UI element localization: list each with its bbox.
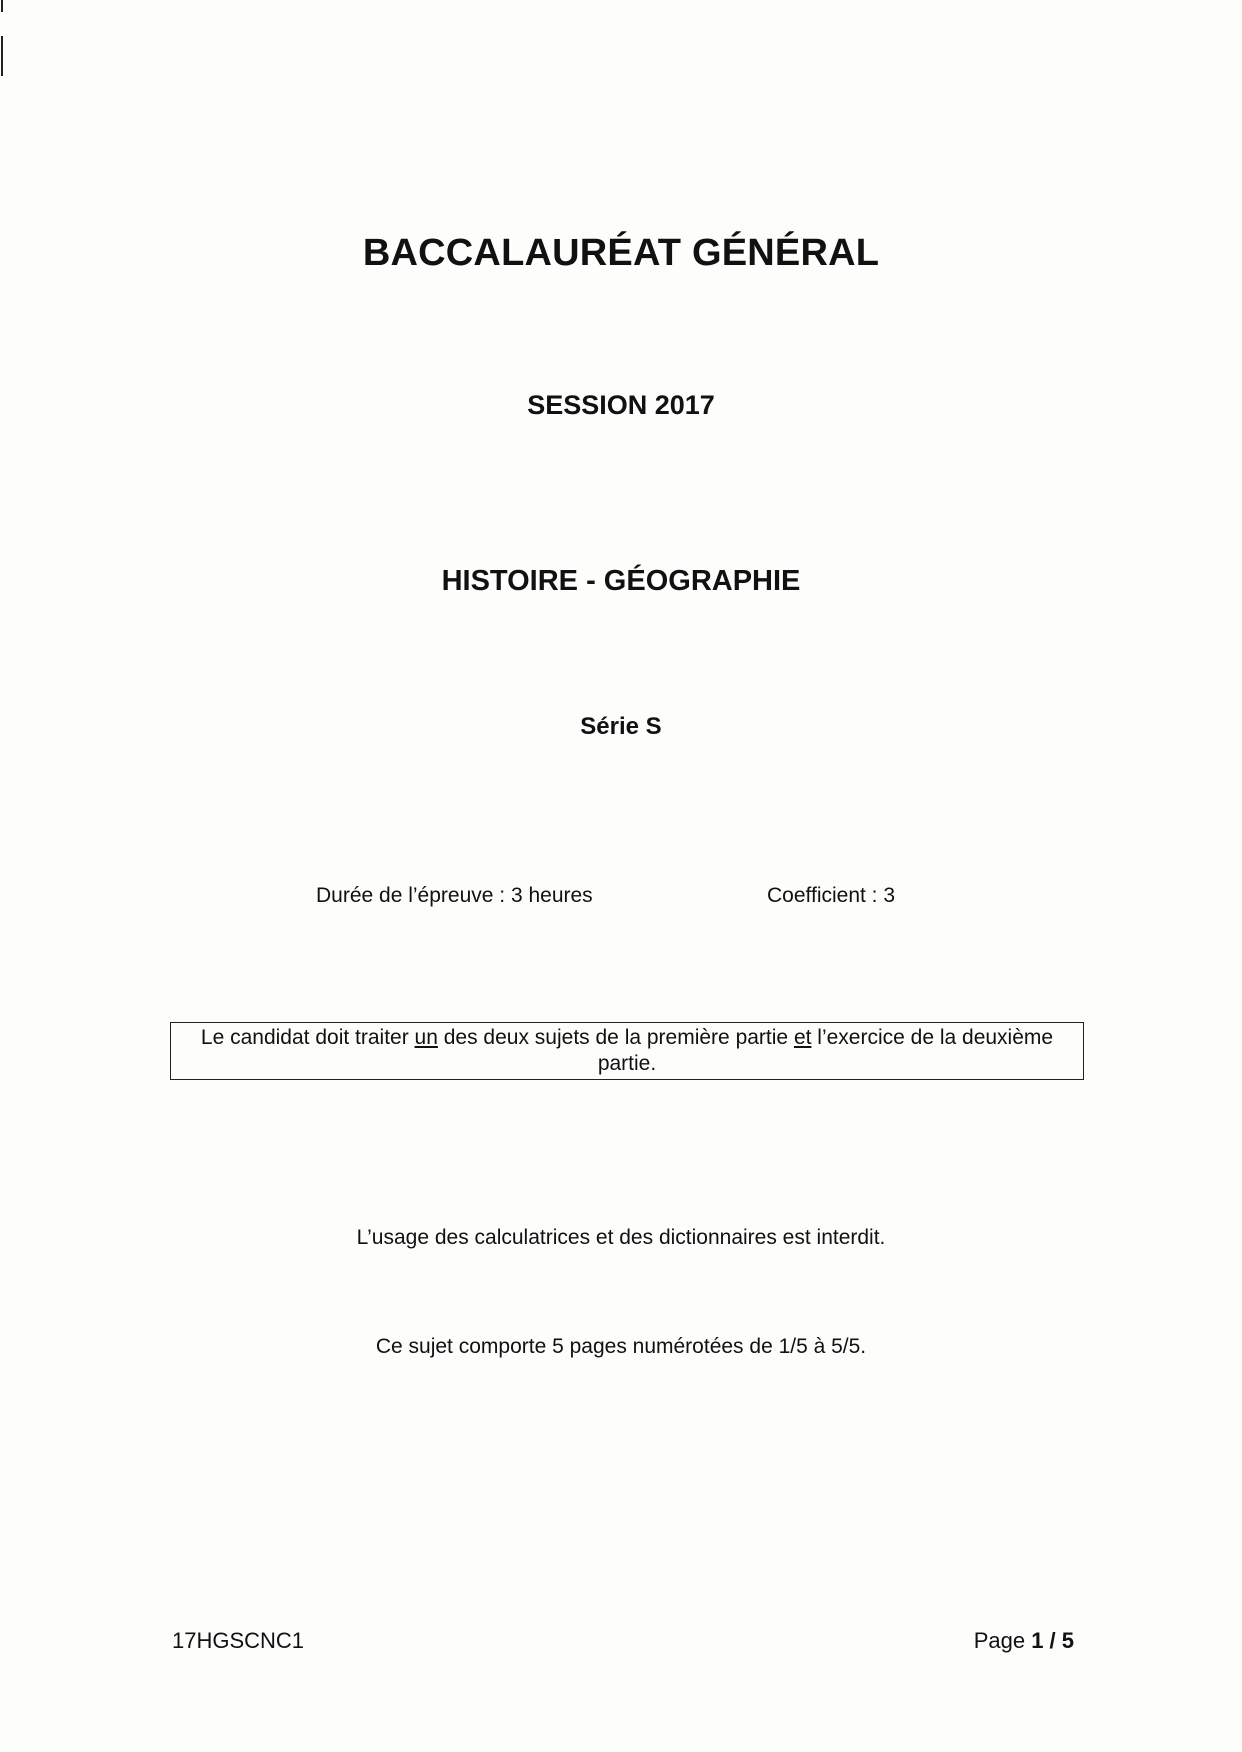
instruction-underlined-un: un [414, 1026, 438, 1049]
instruction-box [170, 1022, 1084, 1080]
calculator-rule: L’usage des calculatrices et des dictionnaires est interdit. [356, 1226, 886, 1249]
footer-exam-code: 17HGSCNC1 [172, 1628, 305, 1653]
page-count-note: Ce sujet comporte 5 pages numérotées de 1/5 à 5/5. [375, 1335, 867, 1358]
exam-title: BACCALAURÉAT GÉNÉRAL [362, 232, 880, 274]
footer-page-value: 1 / 5 [1031, 1628, 1074, 1653]
footer-page-label: Page [973, 1628, 1032, 1653]
exam-session: SESSION 2017 [527, 390, 715, 420]
exam-coefficient: Coefficient : 3 [767, 884, 896, 907]
scan-edge-mark [1, 0, 3, 12]
instruction-text-1: Le candidat doit traiter [200, 1026, 415, 1049]
footer-page-number [974, 1628, 1074, 1654]
instruction-text-2: des deux sujets de la première partie [437, 1026, 794, 1049]
instruction-text-3: l’exercice de la deuxième partie. [597, 1026, 1054, 1075]
instruction-underlined-et: et [793, 1026, 812, 1049]
exam-duration: Durée de l’épreuve : 3 heures [316, 884, 593, 907]
exam-subject: HISTOIRE - GÉOGRAPHIE [441, 565, 801, 597]
exam-series: Série S [580, 713, 662, 740]
scan-edge-mark [1, 36, 3, 76]
